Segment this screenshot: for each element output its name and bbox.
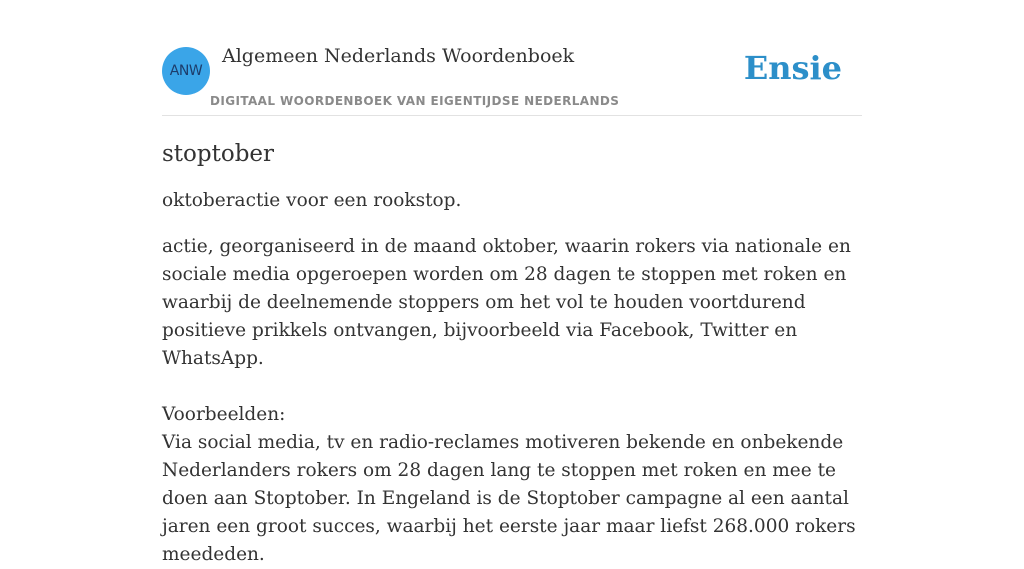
short-definition: oktoberactie voor een rookstop. (162, 190, 462, 211)
site-subtitle: DIGITAAL WOORDENBOEK VAN EIGENTIJDSE NEDERLANDS (210, 94, 620, 108)
site-header (162, 40, 862, 116)
entry-headword: stoptober (162, 141, 275, 167)
long-definition: actie, georganiseerd in de maand oktober, waarin rokers via nationale en sociale media opgeroepen worden om 28 dagen te stoppen met roken en waarbij de deelnemende stoppers om het vol te houden voortdurend positieve prikkels ontvangen, bijvoorbeeld via Facebook, Twitter en WhatsApp. (162, 236, 851, 369)
anw-logo[interactable]: ANW (162, 47, 210, 95)
examples-label: Voorbeelden: (162, 404, 286, 425)
examples-section (162, 401, 862, 569)
example-text: Via social media, tv en radio-reclames motiveren bekende en onbekende Nederlanders rokers om 28 dagen lang te stoppen met roken en mee te doen aan Stoptober. In Engeland is de Stoptober campagne al een aantal jaren een groot succes, waarbij het eerste jaar maar liefst 268.000 rokers meededen. (162, 432, 856, 565)
entry-content (162, 136, 862, 569)
site-title[interactable]: Algemeen Nederlands Woordenboek (222, 45, 575, 67)
ensie-brand-logo[interactable]: Ensie (743, 49, 842, 87)
